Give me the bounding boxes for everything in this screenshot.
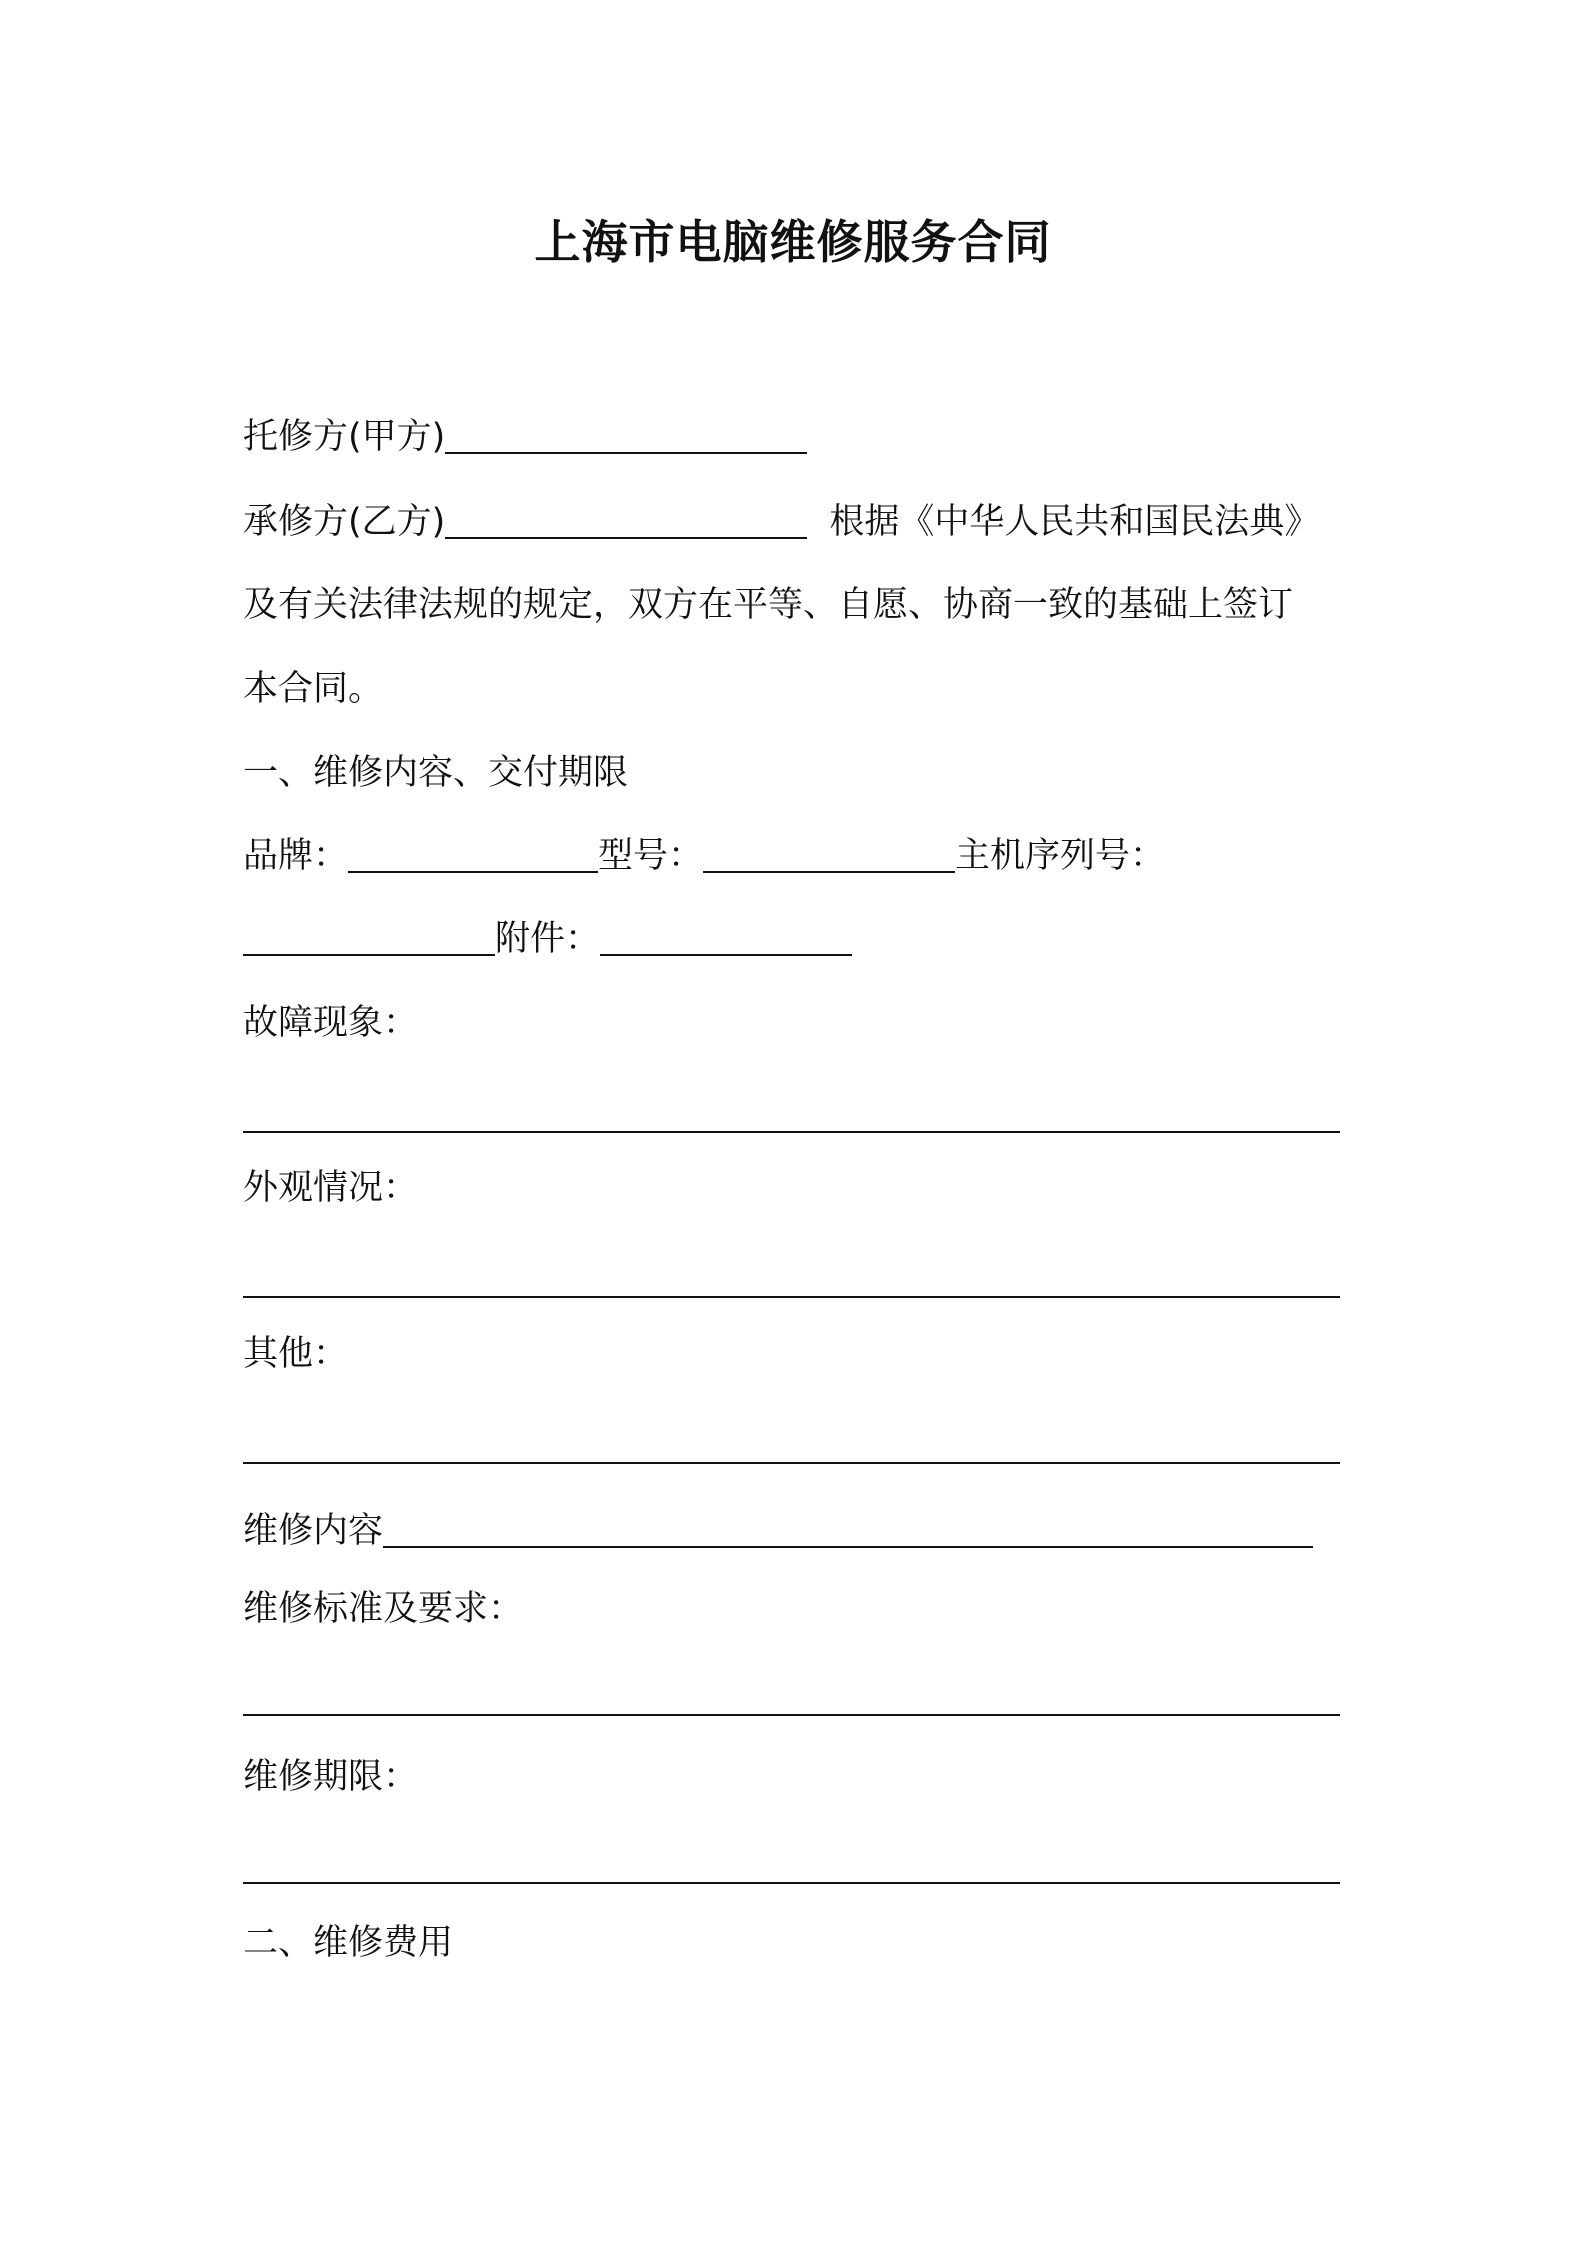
intro-line-3 bbox=[243, 664, 383, 714]
period-label: 维修期限： bbox=[243, 1757, 419, 1797]
section-2-heading-text: 二、维修费用 bbox=[243, 1923, 454, 1963]
fault-line bbox=[243, 998, 418, 1048]
accessories-blank[interactable] bbox=[600, 918, 852, 956]
accessories-label: 附件： bbox=[495, 919, 601, 959]
party-b-line bbox=[243, 497, 1319, 547]
section-1-heading-text: 一、维修内容、交付期限 bbox=[243, 753, 629, 793]
intro-text-1: 根据《中华人民共和国民法典》 bbox=[829, 502, 1320, 542]
appearance-line bbox=[243, 1163, 418, 1213]
brand-label: 品牌： bbox=[243, 836, 349, 876]
standards-blank[interactable] bbox=[243, 1714, 1340, 1716]
section-2-heading bbox=[243, 1918, 453, 1968]
period-blank[interactable] bbox=[243, 1882, 1340, 1884]
model-label: 型号： bbox=[598, 836, 704, 876]
other-blank[interactable] bbox=[243, 1462, 1340, 1464]
other-line bbox=[243, 1329, 348, 1379]
party-b-label: 承修方(乙方) bbox=[243, 502, 446, 542]
standards-label: 维修标准及要求： bbox=[243, 1589, 524, 1629]
repair-content-line bbox=[243, 1506, 1313, 1556]
repair-content-label: 维修内容 bbox=[243, 1511, 384, 1551]
appearance-blank[interactable] bbox=[243, 1296, 1340, 1298]
brand-model-line bbox=[243, 831, 1165, 881]
serial-blank[interactable] bbox=[243, 918, 495, 956]
repair-content-blank[interactable] bbox=[383, 1510, 1313, 1548]
period-line bbox=[243, 1752, 418, 1802]
intro-text-3: 本合同。 bbox=[243, 669, 384, 709]
appearance-label: 外观情况： bbox=[243, 1168, 419, 1208]
section-1-heading bbox=[243, 748, 628, 798]
intro-text-2: 及有关法律法规的规定，双方在平等、自愿、协商一致的基础上签订 bbox=[243, 585, 1294, 625]
fault-label: 故障现象： bbox=[243, 1003, 419, 1043]
serial-accessories-line bbox=[243, 914, 852, 964]
document-title: 上海市电脑维修服务合同 bbox=[534, 215, 1052, 269]
other-label: 其他： bbox=[243, 1334, 349, 1374]
party-a-line bbox=[243, 412, 807, 462]
brand-blank[interactable] bbox=[348, 835, 598, 873]
party-a-blank[interactable] bbox=[445, 416, 807, 454]
party-a-label: 托修方(甲方) bbox=[243, 417, 446, 457]
intro-line-2 bbox=[243, 580, 1293, 630]
fault-blank[interactable] bbox=[243, 1131, 1340, 1133]
party-b-blank[interactable] bbox=[445, 501, 807, 539]
model-blank[interactable] bbox=[703, 835, 955, 873]
standards-line bbox=[243, 1584, 523, 1634]
serial-label: 主机序列号： bbox=[955, 836, 1166, 876]
